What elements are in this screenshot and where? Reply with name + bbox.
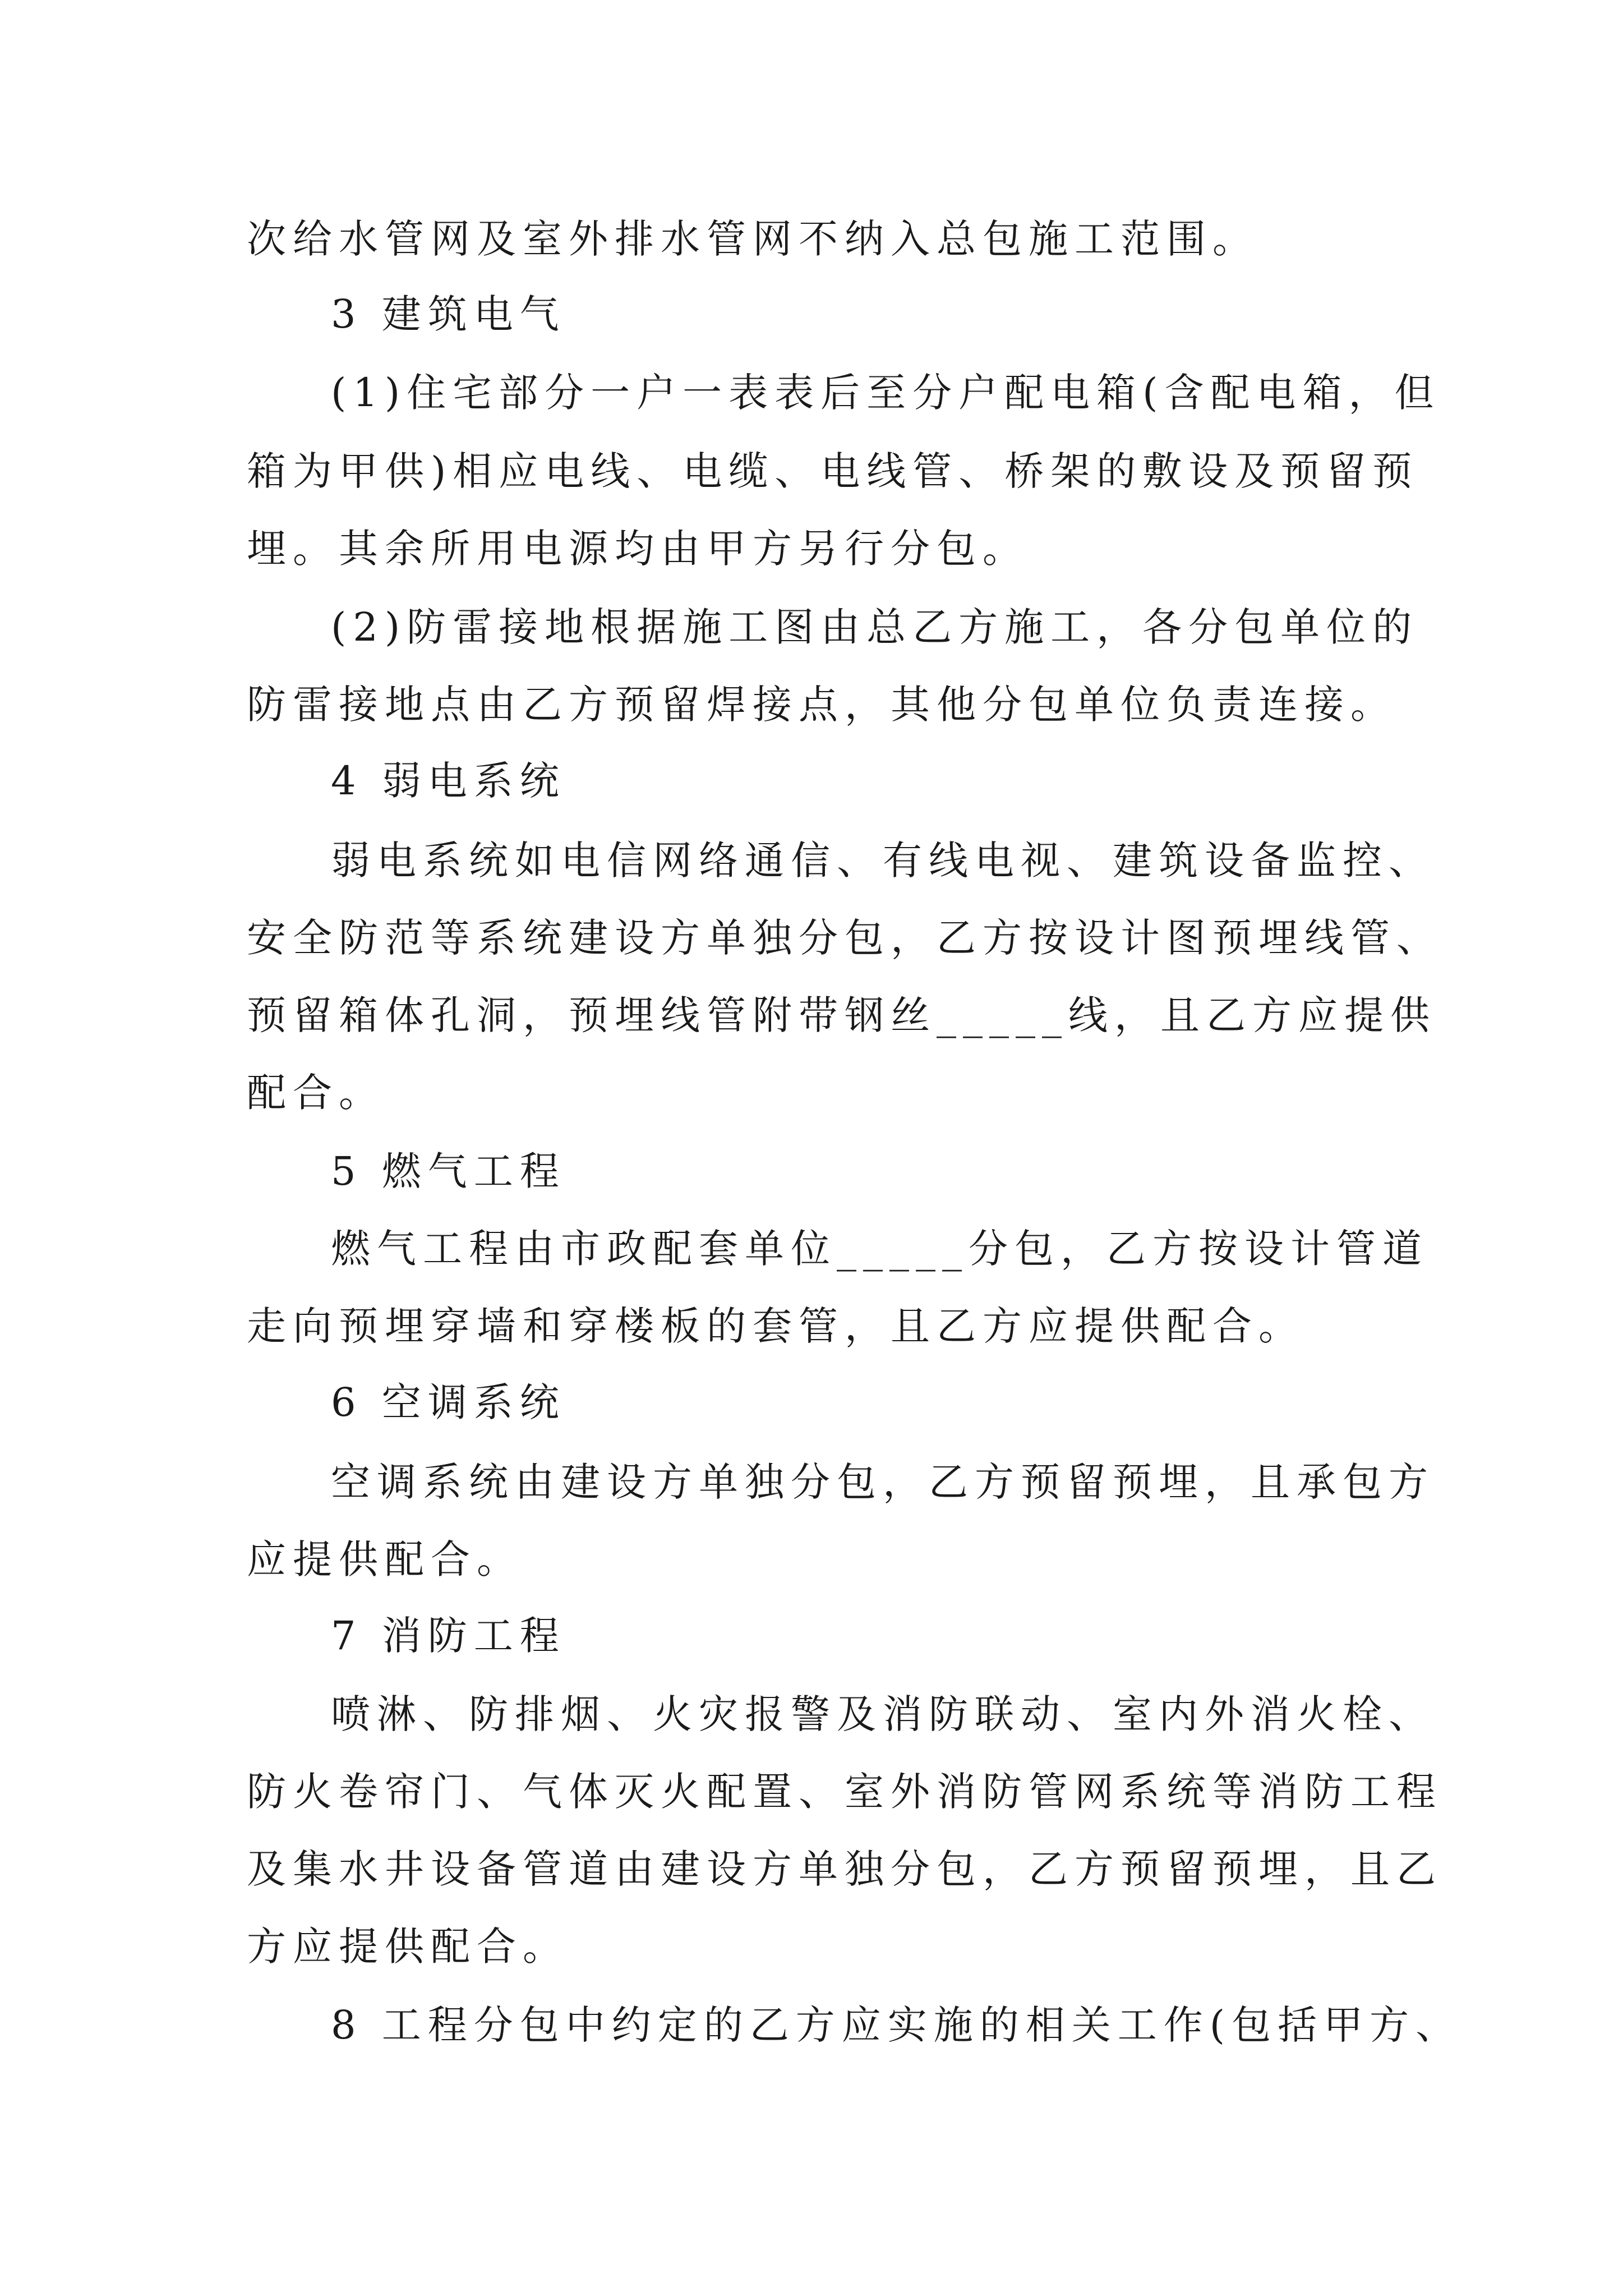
section-heading: 4 弱电系统 <box>331 758 566 804</box>
text-line: 防雷接地点由乙方预留焊接点，其他分包单位负责连接。 <box>247 682 1396 728</box>
section-heading: 5 燃气工程 <box>331 1148 566 1194</box>
text-line: 安全防范等系统建设方单独分包，乙方按设计图预埋线管、 <box>247 915 1442 961</box>
text-line: 防火卷帘门、气体灭火配置、室外消防管网系统等消防工程 <box>247 1769 1442 1815</box>
text-line: 配合。 <box>247 1070 385 1116</box>
text-line: (2)防雷接地根据施工图由总乙方施工，各分包单位的 <box>331 604 1419 650</box>
text-line: 应提供配合。 <box>247 1536 523 1582</box>
text-line: 空调系统由建设方单独分包，乙方预留预埋，且承包方 <box>331 1459 1435 1505</box>
text-line: 次给水管网及室外排水管网不纳入总包施工范围。 <box>247 216 1258 262</box>
text-line: 埋。其余所用电源均由甲方另行分包。 <box>247 526 1029 572</box>
text-line: 预留箱体孔洞，预埋线管附带钢丝_____线，且乙方应提供 <box>247 992 1436 1038</box>
text-line: 走向预埋穿墙和穿楼板的套管，且乙方应提供配合。 <box>247 1303 1304 1349</box>
text-line: 弱电系统如电信网络通信、有线电视、建筑设备监控、 <box>331 838 1435 884</box>
text-line: 燃气工程由市政配套单位_____分包，乙方按设计管道 <box>331 1226 1428 1272</box>
text-line: 8 工程分包中约定的乙方应实施的相关工作(包括甲方、 <box>331 2002 1462 2048</box>
section-heading: 7 消防工程 <box>331 1613 566 1659</box>
text-line: 箱为甲供)相应电线、电缆、电线管、桥架的敷设及预留预 <box>247 448 1419 494</box>
section-heading: 6 空调系统 <box>331 1379 566 1425</box>
section-heading: 3 建筑电气 <box>331 291 566 337</box>
text-line: (1)住宅部分一户一表表后至分户配电箱(含配电箱，但 <box>331 370 1441 416</box>
text-line: 及集水井设备管道由建设方单独分包，乙方预留预埋，且乙 <box>247 1846 1442 1892</box>
text-line: 喷淋、防排烟、火灾报警及消防联动、室内外消火栓、 <box>331 1691 1435 1737</box>
text-line: 方应提供配合。 <box>247 1924 569 1970</box>
